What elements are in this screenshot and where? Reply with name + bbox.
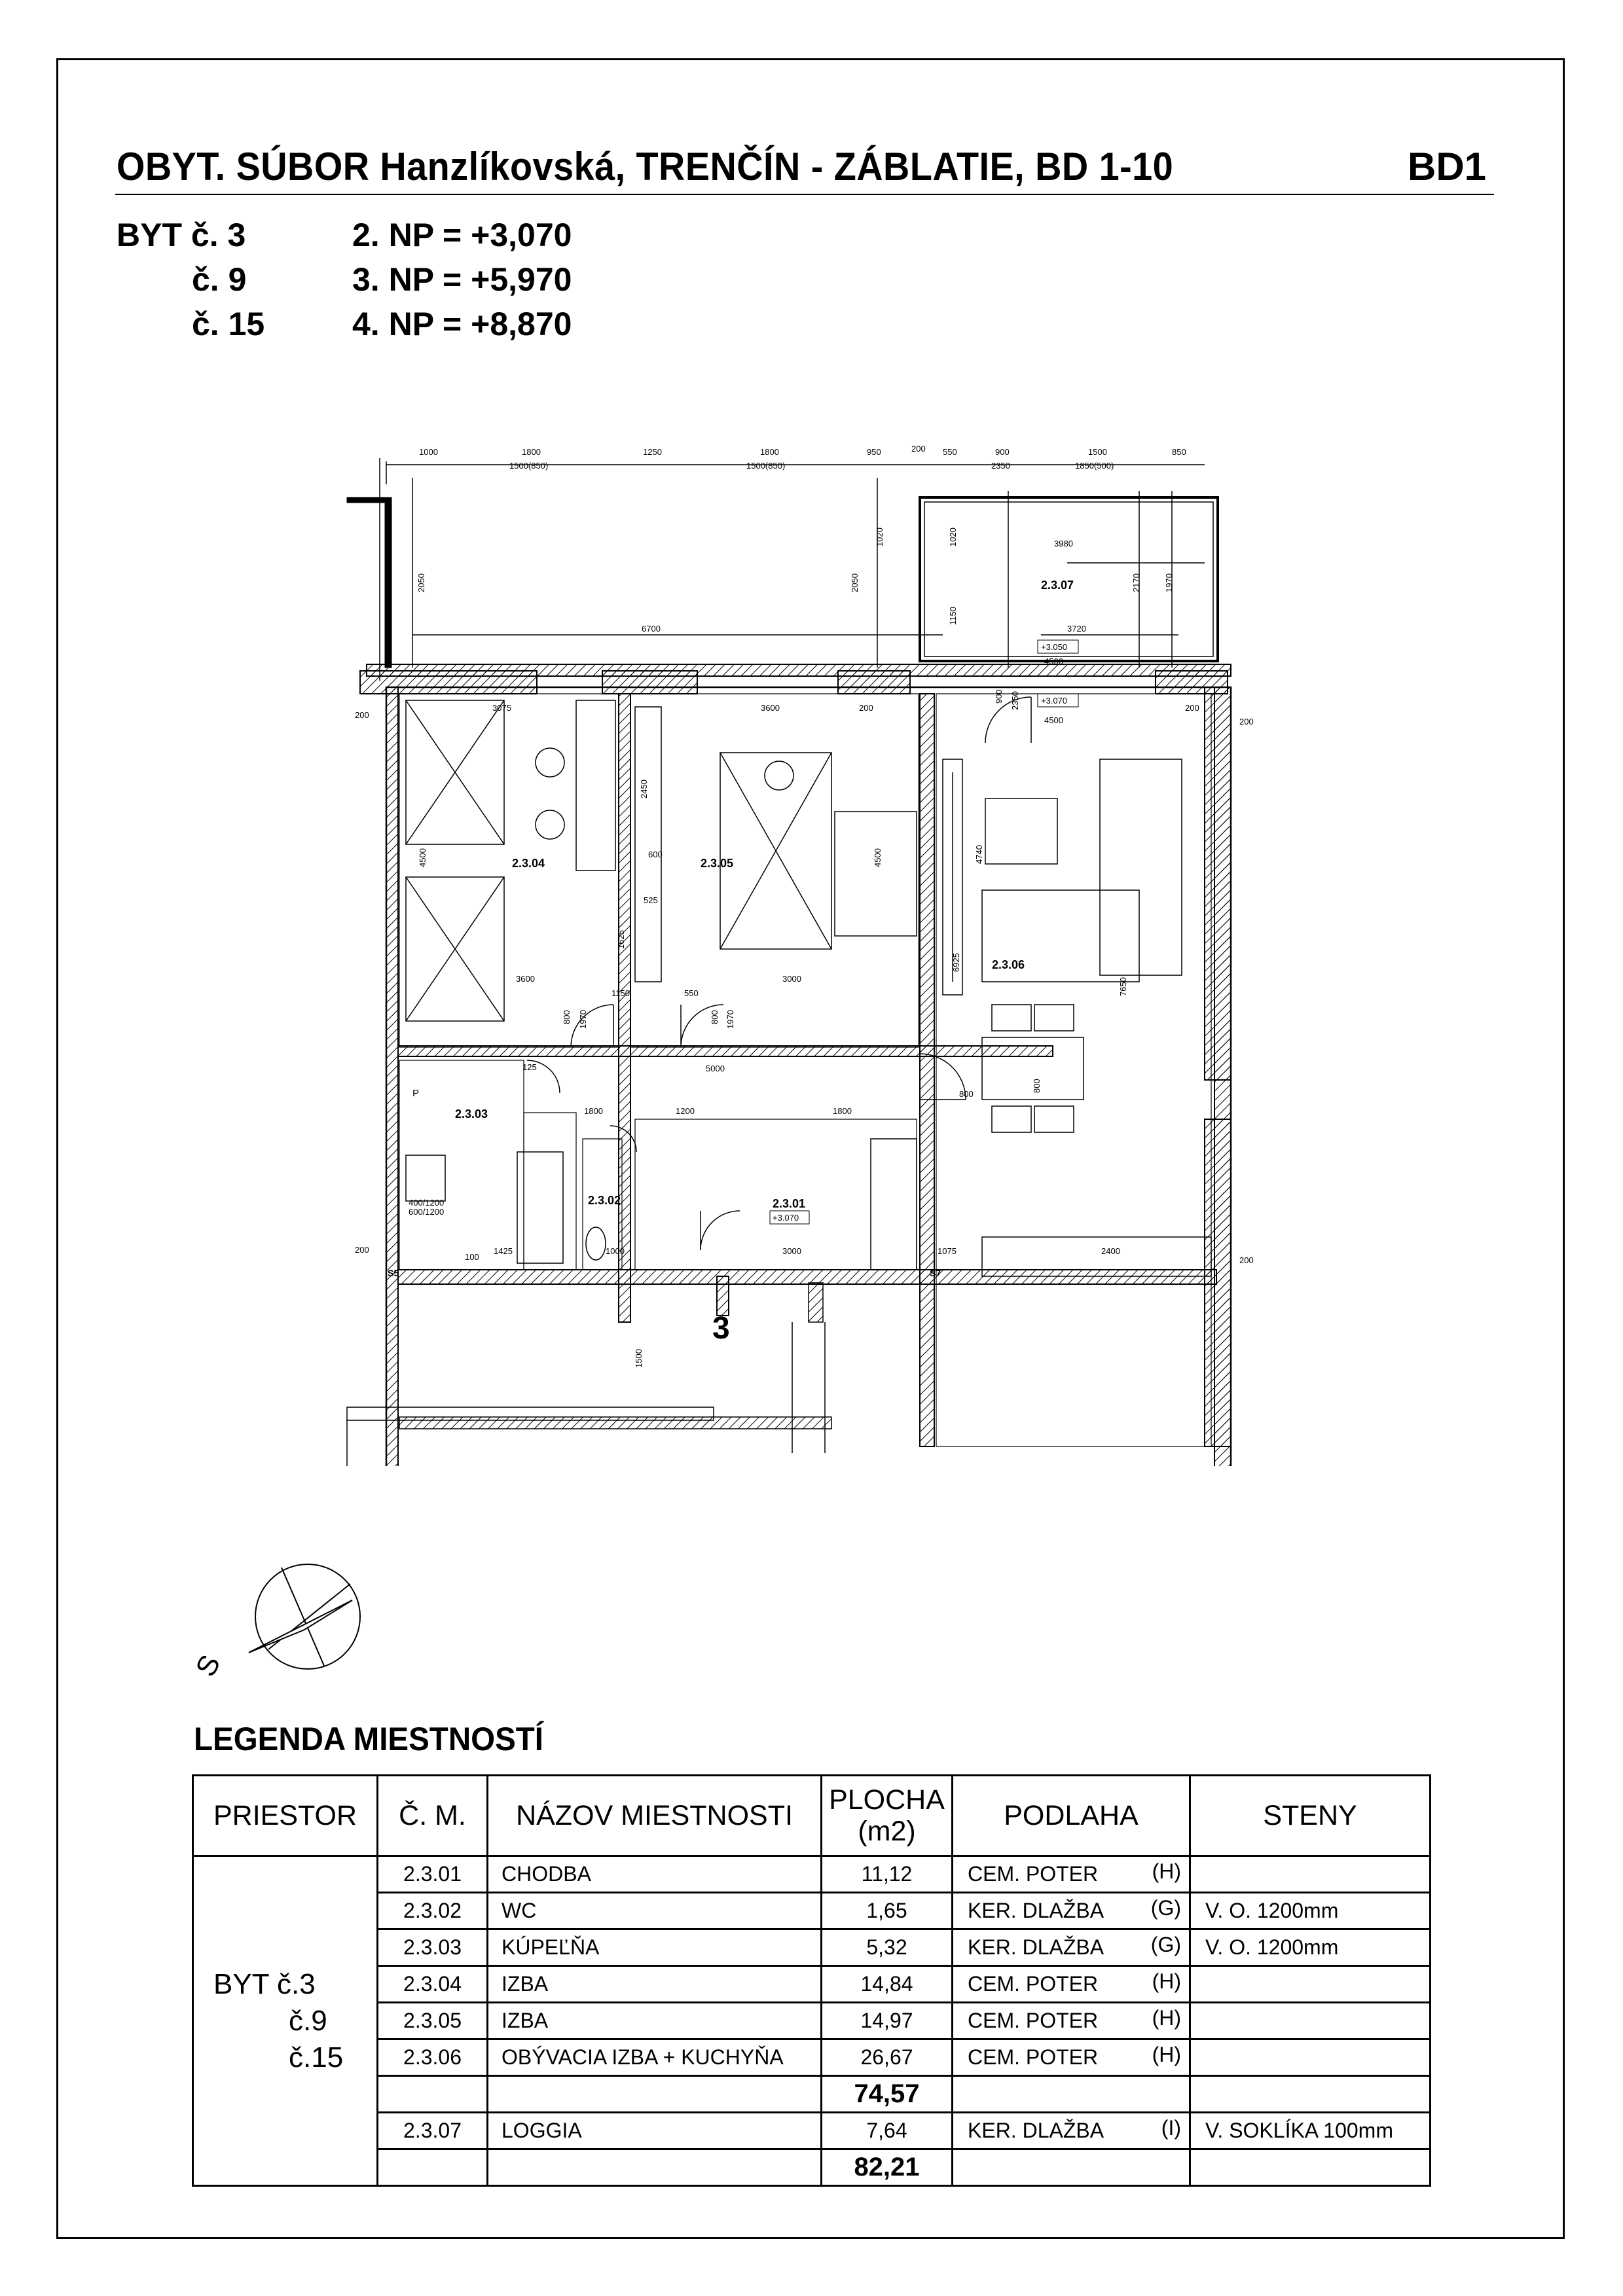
svg-text:1970: 1970 bbox=[1164, 573, 1174, 592]
wc-fixture-label: P bbox=[412, 1088, 420, 1099]
table-row bbox=[193, 2113, 1431, 2149]
svg-text:2450: 2450 bbox=[639, 780, 649, 798]
room-walls: V. O. 1200mm bbox=[1190, 1893, 1431, 1929]
dimension-lines bbox=[380, 458, 1205, 681]
svg-text:2350: 2350 bbox=[991, 461, 1010, 471]
svg-text:5000: 5000 bbox=[706, 1064, 725, 1073]
svg-text:100: 100 bbox=[465, 1252, 479, 1262]
svg-text:200: 200 bbox=[1185, 703, 1199, 713]
floor-code: (I) bbox=[1161, 2116, 1181, 2140]
svg-text:1200: 1200 bbox=[676, 1106, 695, 1116]
svg-text:200: 200 bbox=[859, 703, 873, 713]
space-cell bbox=[193, 1856, 378, 2186]
room-area: 26,67 bbox=[822, 2039, 953, 2076]
room-walls: V. O. 1200mm bbox=[1190, 1929, 1431, 1966]
svg-text:525: 525 bbox=[644, 895, 658, 905]
apartment-floor-2: 3. NP = +5,970 bbox=[352, 261, 572, 298]
floor-type: KER. DLAŽBA bbox=[968, 1935, 1104, 1959]
apartment-floor-1: 2. NP = +3,070 bbox=[352, 217, 572, 253]
room-legend-table bbox=[192, 1774, 1431, 2187]
svg-text:7650: 7650 bbox=[1118, 977, 1128, 996]
svg-text:1020: 1020 bbox=[875, 528, 884, 547]
room-number: 2.3.01 bbox=[378, 1856, 488, 1893]
compass-circle bbox=[255, 1564, 360, 1669]
subtotal-row bbox=[193, 2076, 1431, 2113]
room-area: 1,65 bbox=[822, 1893, 953, 1929]
furniture bbox=[406, 700, 1211, 1276]
svg-text:1020: 1020 bbox=[948, 528, 958, 547]
room-floor bbox=[953, 1966, 1190, 2003]
floor-code: (H) bbox=[1152, 2043, 1181, 2066]
table-row bbox=[193, 1929, 1431, 1966]
room-label-2301: 2.3.01 bbox=[773, 1197, 806, 1210]
floor-type: CEM. POTER bbox=[968, 2009, 1099, 2032]
svg-text:1425: 1425 bbox=[494, 1246, 513, 1256]
floor-type: KER. DLAŽBA bbox=[968, 2119, 1104, 2142]
room-number: 2.3.06 bbox=[378, 2039, 488, 2076]
section-mark-s5: S5 bbox=[388, 1268, 399, 1278]
building-code: BD1 bbox=[1408, 145, 1487, 188]
room-area: 7,64 bbox=[822, 2113, 953, 2149]
floor-code: (H) bbox=[1152, 1969, 1181, 1993]
room-label-2303: 2.3.03 bbox=[455, 1107, 488, 1121]
dimension-labels bbox=[355, 444, 1254, 1368]
svg-text:600/1200: 600/1200 bbox=[409, 1207, 445, 1217]
apartment-label-1: BYT č. 3 bbox=[117, 217, 246, 253]
floor-type: CEM. POTER bbox=[968, 2045, 1099, 2069]
svg-text:4740: 4740 bbox=[974, 845, 984, 864]
svg-text:4500: 4500 bbox=[1044, 656, 1063, 666]
svg-text:200: 200 bbox=[1239, 1255, 1254, 1265]
svg-text:4500: 4500 bbox=[873, 848, 883, 867]
apartment-floor-3: 4. NP = +8,870 bbox=[352, 306, 572, 342]
table-row bbox=[193, 2039, 1431, 2076]
level-hall: +3.070 bbox=[773, 1213, 799, 1223]
room-name: KÚPEĽŇA bbox=[488, 1929, 822, 1966]
floor-type: CEM. POTER bbox=[968, 1862, 1099, 1886]
svg-text:2050: 2050 bbox=[850, 573, 860, 592]
entrance-number: 3 bbox=[712, 1311, 730, 1346]
room-walls bbox=[1190, 1856, 1431, 1893]
page-title: OBYT. SÚBOR Hanzlíkovská, TRENČÍN - ZÁBLATIE, BD 1-10 bbox=[117, 145, 1174, 188]
svg-text:200: 200 bbox=[355, 710, 369, 720]
svg-text:1500(850): 1500(850) bbox=[509, 461, 549, 471]
apartment-label-3: č. 15 bbox=[192, 306, 265, 342]
floor-code: (H) bbox=[1152, 1859, 1181, 1883]
floor-code: (G) bbox=[1150, 1896, 1181, 1920]
svg-text:900: 900 bbox=[994, 689, 1004, 704]
level-loggia: +3.050 bbox=[1041, 642, 1068, 652]
svg-text:1000: 1000 bbox=[606, 1246, 625, 1256]
room-name: LOGGIA bbox=[488, 2113, 822, 2149]
header-cm: Č. M. bbox=[378, 1776, 488, 1856]
header-walls: STENY bbox=[1190, 1776, 1431, 1856]
svg-text:4500: 4500 bbox=[418, 848, 428, 867]
room-name: IZBA bbox=[488, 2003, 822, 2039]
svg-text:3000: 3000 bbox=[782, 1246, 801, 1256]
table-row bbox=[193, 1856, 1431, 1893]
svg-text:4500: 4500 bbox=[1044, 715, 1063, 725]
room-label-2305: 2.3.05 bbox=[701, 857, 734, 870]
apartment-label-2: č. 9 bbox=[192, 261, 247, 298]
floor-plan bbox=[327, 432, 1296, 1466]
svg-text:2170: 2170 bbox=[1131, 573, 1141, 592]
total-area: 82,21 bbox=[822, 2149, 953, 2186]
room-label-2307: 2.3.07 bbox=[1041, 579, 1074, 592]
room-label-2306: 2.3.06 bbox=[992, 958, 1025, 971]
room-floor bbox=[953, 1856, 1190, 1893]
level-living: +3.070 bbox=[1041, 696, 1068, 706]
svg-text:1150: 1150 bbox=[611, 988, 630, 998]
svg-text:6925: 6925 bbox=[951, 953, 961, 972]
svg-text:1800: 1800 bbox=[522, 447, 541, 457]
svg-text:6700: 6700 bbox=[642, 624, 661, 634]
svg-text:1500: 1500 bbox=[1088, 447, 1107, 457]
title-underline bbox=[115, 194, 1494, 195]
floor-code: (H) bbox=[1152, 2006, 1181, 2030]
room-label-2304: 2.3.04 bbox=[512, 857, 545, 870]
svg-text:2050: 2050 bbox=[416, 573, 426, 592]
room-number: 2.3.02 bbox=[378, 1893, 488, 1929]
room-number: 2.3.03 bbox=[378, 1929, 488, 1966]
svg-text:2400: 2400 bbox=[1101, 1246, 1120, 1256]
svg-text:3075: 3075 bbox=[492, 703, 511, 713]
room-floor bbox=[953, 2039, 1190, 2076]
room-area: 14,97 bbox=[822, 2003, 953, 2039]
svg-text:800: 800 bbox=[562, 1010, 572, 1024]
header-area: PLOCHA (m2) bbox=[822, 1776, 953, 1856]
table-row bbox=[193, 2003, 1431, 2039]
room-area: 11,12 bbox=[822, 1856, 953, 1893]
space-line-1: BYT č.3 bbox=[213, 1967, 316, 2000]
svg-text:1800: 1800 bbox=[760, 447, 779, 457]
svg-text:800: 800 bbox=[1032, 1079, 1042, 1093]
legend-title: LEGENDA MIESTNOSTÍ bbox=[194, 1721, 543, 1757]
space-line-2: č.9 bbox=[289, 2004, 327, 2037]
svg-text:800: 800 bbox=[959, 1089, 974, 1099]
svg-text:1800: 1800 bbox=[833, 1106, 852, 1116]
svg-text:200: 200 bbox=[1239, 717, 1254, 726]
svg-text:1625: 1625 bbox=[616, 930, 626, 949]
room-floor bbox=[953, 1893, 1190, 1929]
room-walls bbox=[1190, 2003, 1431, 2039]
section-mark-s7: S7 bbox=[930, 1268, 941, 1278]
room-number: 2.3.04 bbox=[378, 1966, 488, 2003]
room-floor bbox=[953, 1929, 1190, 1966]
doors bbox=[527, 697, 1031, 1250]
svg-text:1500(850): 1500(850) bbox=[746, 461, 786, 471]
svg-text:3720: 3720 bbox=[1067, 624, 1086, 634]
room-walls: V. SOKLÍKA 100mm bbox=[1190, 2113, 1431, 2149]
room-floor bbox=[953, 2003, 1190, 2039]
svg-text:950: 950 bbox=[867, 447, 881, 457]
room-area: 5,32 bbox=[822, 1929, 953, 1966]
room-label-2302: 2.3.02 bbox=[588, 1194, 621, 1207]
svg-text:1800: 1800 bbox=[584, 1106, 603, 1116]
svg-text:3980: 3980 bbox=[1054, 539, 1073, 548]
north-arrow bbox=[183, 1532, 380, 1728]
floor-type: CEM. POTER bbox=[968, 1972, 1099, 1996]
svg-text:600: 600 bbox=[648, 850, 663, 859]
svg-text:550: 550 bbox=[684, 988, 699, 998]
svg-text:850: 850 bbox=[1172, 447, 1186, 457]
svg-text:1970: 1970 bbox=[725, 1010, 735, 1029]
subtotal-area: 74,57 bbox=[822, 2076, 953, 2113]
svg-text:1075: 1075 bbox=[938, 1246, 957, 1256]
table-row bbox=[193, 1893, 1431, 1929]
svg-text:3600: 3600 bbox=[761, 703, 780, 713]
space-line-3: č.15 bbox=[289, 2041, 344, 2073]
svg-text:1970: 1970 bbox=[578, 1010, 588, 1029]
svg-text:800: 800 bbox=[710, 1010, 720, 1024]
total-row bbox=[193, 2149, 1431, 2186]
room-areas bbox=[399, 694, 1211, 1446]
room-area: 14,84 bbox=[822, 1966, 953, 2003]
svg-text:1150: 1150 bbox=[948, 607, 958, 625]
svg-text:2350: 2350 bbox=[1010, 691, 1020, 710]
svg-text:400/1200: 400/1200 bbox=[409, 1198, 445, 1208]
svg-text:1850(500): 1850(500) bbox=[1075, 461, 1114, 471]
floor-type: KER. DLAŽBA bbox=[968, 1899, 1104, 1922]
header-floor: PODLAHA bbox=[953, 1776, 1190, 1856]
svg-text:1250: 1250 bbox=[643, 447, 662, 457]
svg-text:200: 200 bbox=[355, 1245, 369, 1255]
floor-code: (G) bbox=[1150, 1933, 1181, 1956]
room-name: OBÝVACIA IZBA + KUCHYŇA bbox=[488, 2039, 822, 2076]
room-name: WC bbox=[488, 1893, 822, 1929]
svg-text:900: 900 bbox=[995, 447, 1010, 457]
svg-text:3600: 3600 bbox=[516, 974, 535, 984]
room-name: IZBA bbox=[488, 1966, 822, 2003]
svg-text:1500: 1500 bbox=[634, 1349, 644, 1368]
svg-text:125: 125 bbox=[522, 1062, 537, 1072]
svg-text:550: 550 bbox=[943, 447, 957, 457]
room-number: 2.3.05 bbox=[378, 2003, 488, 2039]
room-name: CHODBA bbox=[488, 1856, 822, 1893]
svg-text:200: 200 bbox=[911, 444, 926, 454]
compass-south-label: S bbox=[189, 1649, 227, 1682]
header-space: PRIESTOR bbox=[193, 1776, 378, 1856]
room-number: 2.3.07 bbox=[378, 2113, 488, 2149]
svg-text:1000: 1000 bbox=[419, 447, 438, 457]
room-floor bbox=[953, 2113, 1190, 2149]
table-row bbox=[193, 1966, 1431, 2003]
room-walls bbox=[1190, 1966, 1431, 2003]
header-name: NÁZOV MIESTNOSTI bbox=[488, 1776, 822, 1856]
entrance-area bbox=[347, 1283, 831, 1466]
svg-text:3000: 3000 bbox=[782, 974, 801, 984]
room-walls bbox=[1190, 2039, 1431, 2076]
